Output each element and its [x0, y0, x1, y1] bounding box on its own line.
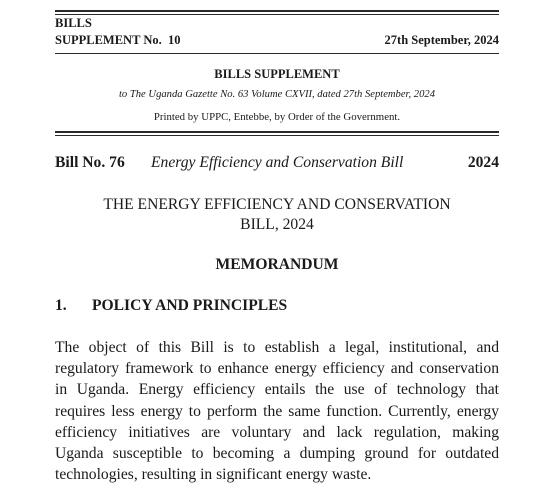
- memorandum-heading: MEMORANDUM: [215, 256, 339, 273]
- header-supplement-number: SUPPLEMENT No. 10: [55, 33, 181, 47]
- bill-name: Energy Efficiency and Conservation Bill: [151, 154, 404, 171]
- bill-number: Bill No. 76: [55, 154, 125, 171]
- document-title-line1: THE ENERGY EFFICIENCY AND CONSERVATION: [103, 196, 451, 213]
- mid-rule-thin: [55, 135, 499, 136]
- bill-year: 2024: [467, 154, 499, 171]
- section-title: POLICY AND PRINCIPLES: [92, 297, 288, 314]
- mid-rule-thick: [55, 131, 499, 133]
- gazette-reference: to The Uganda Gazette No. 63 Volume CXVII, dated 27th September, 2024: [118, 89, 435, 100]
- header-bills: BILLS: [55, 16, 92, 30]
- top-rule-thick: [55, 10, 499, 12]
- header-rule: [55, 53, 499, 54]
- supplement-title: BILLS SUPPLEMENT: [214, 67, 340, 81]
- memorandum-paragraph: The object of this Bill is to establish a legal, institutional, and regulatory framework to enhance energy efficiency and conservation in Uganda. Energy efficiency entails the use of technology that requires less energy to perform the same function. Currently, energy efficiency initiatives are voluntary and lack regulation, making Uganda susceptible to becoming a dumping ground for outdated technologies, resulting in significant energy waste.: [55, 339, 499, 484]
- section-number: 1.: [55, 297, 67, 314]
- printer-notice: Printed by UPPC, Entebbe, by Order of the Government.: [153, 111, 401, 123]
- header-date: 27th September, 2024: [384, 33, 499, 47]
- document-title-line2: BILL, 2024: [240, 216, 314, 233]
- top-rule-thin: [55, 14, 499, 15]
